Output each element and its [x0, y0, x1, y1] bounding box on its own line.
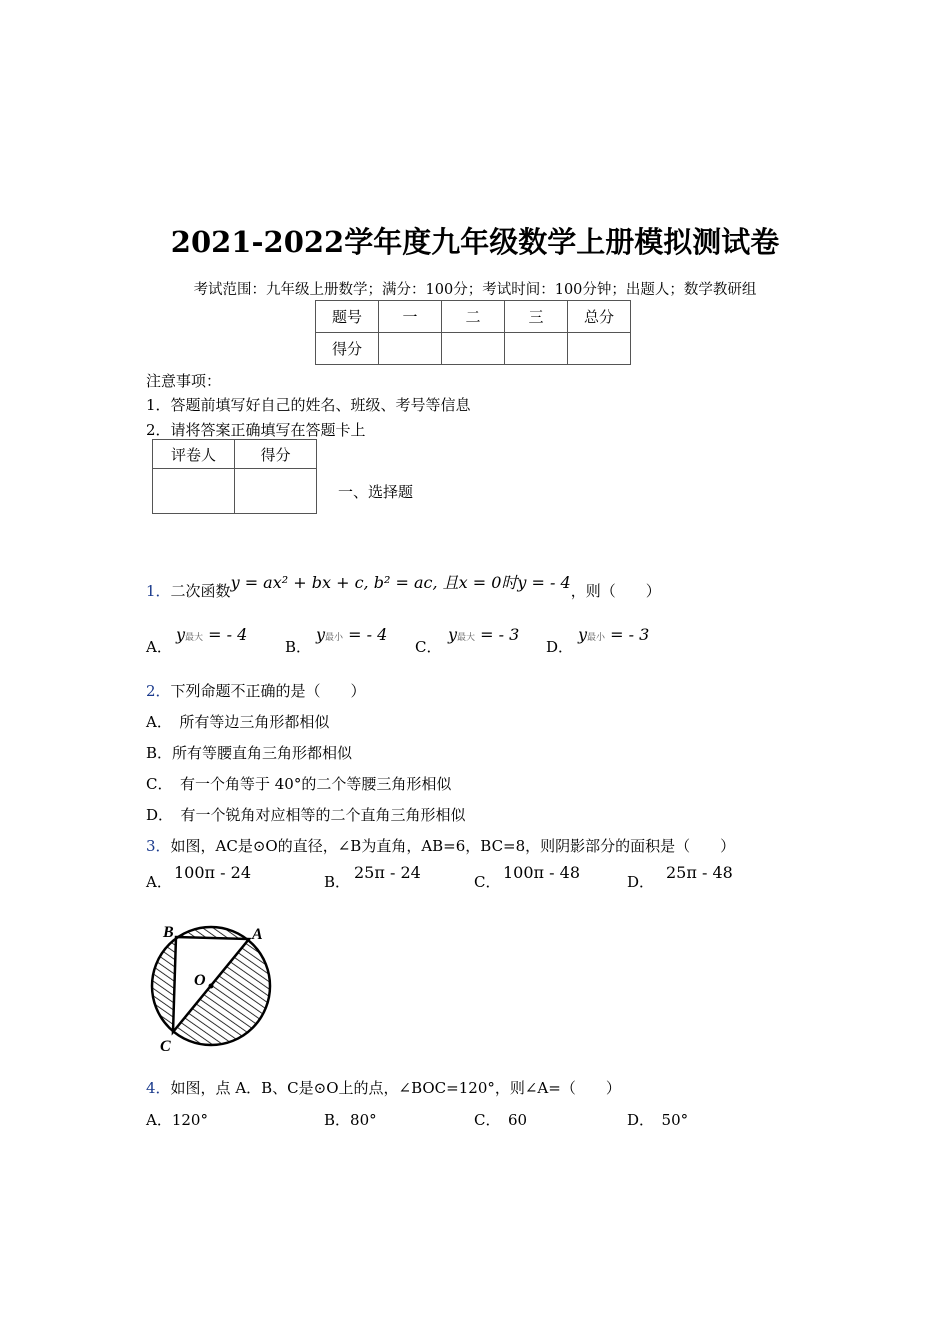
score-header-1: 一	[379, 301, 442, 333]
option-a[interactable]: A．120°	[146, 1111, 208, 1129]
option-d[interactable]: 25π - 48	[666, 863, 733, 882]
question-4	[146, 1077, 621, 1098]
option-label[interactable]: C．	[474, 873, 501, 891]
option-d[interactable]: D． 有一个锐角对应相等的二个直角三角形相似	[146, 806, 466, 824]
option-b[interactable]: B．所有等腰直角三角形都相似	[146, 744, 353, 762]
grader-cell[interactable]	[153, 469, 235, 514]
question-stem: 如图，点 A．B、C是⊙O上的点，∠BOC=120°，则∠A=（ ）	[170, 1079, 621, 1097]
grader-score-cell[interactable]	[235, 469, 317, 514]
score-header-2: 二	[442, 301, 505, 333]
option-label[interactable]: A．	[146, 638, 172, 656]
option-c[interactable]: C． 有一个角等于 40°的二个等腰三角形相似	[146, 775, 452, 793]
question-stem: 如图，AC是⊙O的直径，∠B为直角，AB=6，BC=8，则阴影部分的面积是（ ）	[170, 837, 736, 855]
score-header-num: 题号	[316, 301, 379, 333]
score-cell[interactable]	[505, 333, 568, 365]
score-cell[interactable]	[568, 333, 631, 365]
question-number: 1．	[146, 582, 171, 600]
label-c: C	[160, 1038, 171, 1055]
option-label[interactable]: B．	[324, 873, 351, 891]
circle-figure	[146, 918, 281, 1060]
q1-options	[146, 625, 706, 655]
option-label[interactable]: A．	[146, 873, 172, 891]
option-b[interactable]: y最小 = - 4	[316, 625, 388, 644]
option-label[interactable]: D．	[546, 638, 574, 656]
score-cell[interactable]	[379, 333, 442, 365]
option-label[interactable]: B．	[285, 638, 312, 656]
option-c[interactable]: y最大 = - 3	[448, 625, 520, 644]
question-3	[146, 835, 735, 856]
question-tail: ，则（ ）	[570, 582, 661, 600]
option-label[interactable]: C．	[415, 638, 442, 656]
score-header-total: 总分	[568, 301, 631, 333]
section-heading: 一、选择题	[338, 483, 414, 501]
exam-info: 考试范围：九年级上册数学；满分：100分；考试时间：100分钟；出题人；数学教研组	[193, 282, 757, 298]
option-c[interactable]: 100π - 48	[503, 863, 580, 882]
option-a[interactable]: y最大 = - 4	[176, 625, 248, 644]
q1-formula: y = ax² + bx + c, b² = ac, 且x = 0时y = - 4	[230, 573, 571, 592]
score-cell[interactable]	[442, 333, 505, 365]
page-title: 2021-2022学年度九年级数学上册模拟测试卷	[170, 225, 780, 259]
center-point	[209, 984, 214, 989]
label-o: O	[194, 972, 206, 989]
label-b: B	[163, 924, 174, 941]
question-number: 4．	[146, 1079, 171, 1097]
option-a[interactable]: A． 所有等边三角形都相似	[146, 713, 330, 731]
option-label[interactable]: D．	[627, 873, 655, 891]
option-d[interactable]: D． 50°	[627, 1111, 689, 1129]
grader-score-header: 得分	[235, 440, 317, 469]
question-stem: 下列命题不正确的是（ ）	[170, 682, 366, 700]
q3-options	[146, 863, 766, 893]
score-row-label: 得分	[316, 333, 379, 365]
option-b[interactable]: 25π - 24	[354, 863, 421, 882]
option-a[interactable]: 100π - 24	[174, 863, 251, 882]
score-header-3: 三	[505, 301, 568, 333]
grader-table	[152, 439, 317, 514]
question-2	[146, 680, 366, 701]
notice-item-1: 1．答题前填写好自己的姓名、班级、考号等信息	[146, 396, 471, 414]
question-number: 2．	[146, 682, 171, 700]
notice-item-2: 2．请将答案正确填写在答题卡上	[146, 421, 366, 439]
option-c[interactable]: C． 60	[474, 1111, 528, 1129]
option-d[interactable]: y最小 = - 3	[578, 625, 650, 644]
notice-heading: 注意事项：	[146, 372, 222, 390]
label-a: A	[252, 926, 263, 943]
question-1	[146, 573, 661, 601]
question-number: 3．	[146, 837, 171, 855]
option-b[interactable]: B．80°	[324, 1111, 377, 1129]
question-stem: 二次函数	[170, 582, 231, 600]
score-table	[315, 300, 631, 365]
grader-header: 评卷人	[153, 440, 235, 469]
